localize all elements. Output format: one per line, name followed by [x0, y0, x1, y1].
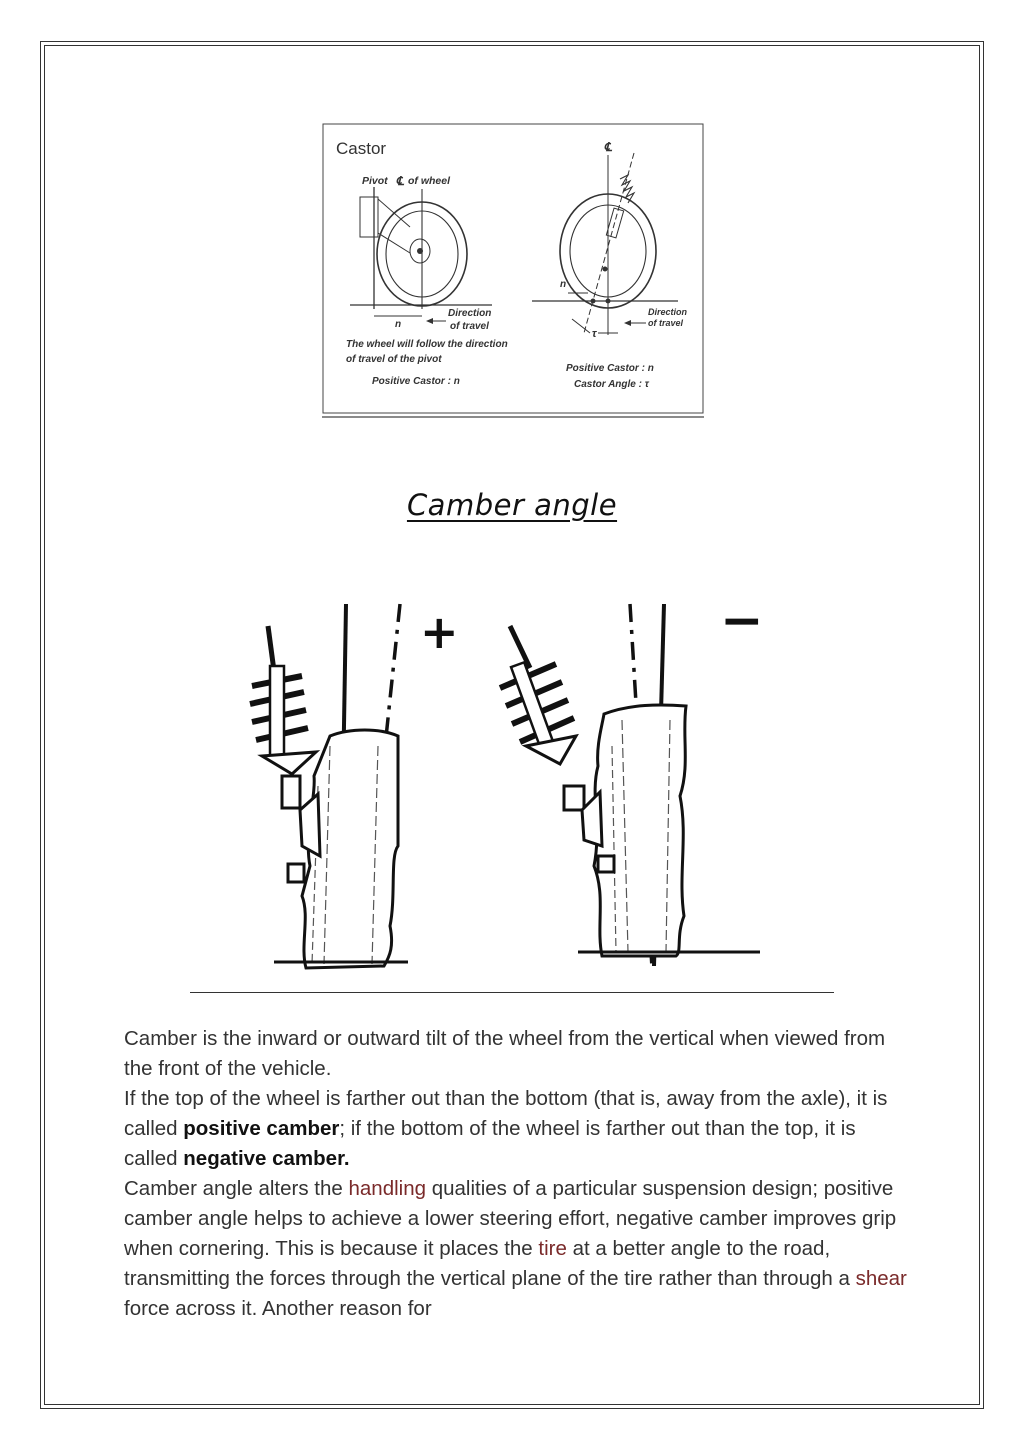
- right-caption-2: Castor Angle : τ: [574, 379, 649, 390]
- tau-label: τ: [592, 328, 597, 340]
- direction-label-right-1: Direction: [648, 307, 688, 317]
- cl-symbol-left: ℄: [396, 174, 404, 188]
- negative-camber-term: negative camber.: [183, 1147, 350, 1170]
- separator-line: [190, 992, 834, 993]
- camber-diagram: [230, 596, 810, 978]
- note-line-1: The wheel will follow the direction: [346, 339, 508, 350]
- paragraph-1: Camber is the inward or outward tilt of the wheel from the vertical when viewed from the front of the vehicle.: [124, 1027, 886, 1080]
- shear-link[interactable]: shear: [855, 1267, 907, 1290]
- minus-sign: −: [720, 596, 764, 651]
- castor-diagram: [322, 123, 704, 419]
- p3-text-c: at a better angle to the road, transmitting the forces through the vertical plane of the tire rather than through a: [124, 1237, 856, 1290]
- right-caption-1: Positive Castor : n: [566, 363, 654, 374]
- direction-label-left-1: Direction: [448, 308, 492, 319]
- p2-text-a: If the top of the wheel is farther out than the bottom (that is, away from the axle), it is called: [124, 1087, 888, 1140]
- note-line-2: of travel of the pivot: [346, 354, 442, 365]
- n-label-right: n: [560, 279, 567, 290]
- p3-text-d: force across it. Another reason for: [124, 1297, 432, 1320]
- paragraph-2: [124, 1084, 914, 1174]
- heading-text: Camber angle: [406, 488, 618, 522]
- p3-text-b: qualities of a particular suspension design; positive camber angle helps to achieve a lower steering effort, negative camber improves grip when cornering. This is because it places the: [124, 1177, 897, 1260]
- cl-of-wheel-label: of wheel: [408, 175, 451, 187]
- castor-title: Castor: [336, 139, 387, 158]
- positive-camber-term: positive camber: [183, 1117, 340, 1140]
- direction-label-left-2: of travel: [450, 321, 489, 332]
- cl-symbol-right: ℄: [604, 140, 612, 154]
- plus-sign: +: [420, 605, 459, 659]
- p2-text-c: ; if the bottom of the wheel is farther out than the top, it is called: [124, 1117, 856, 1170]
- body-text: [124, 1024, 914, 1324]
- direction-label-right-2: of travel: [648, 318, 684, 328]
- handling-link[interactable]: handling: [348, 1177, 426, 1200]
- n-label-left: n: [395, 319, 402, 330]
- section-heading: [0, 488, 1024, 522]
- left-caption: Positive Castor : n: [372, 376, 460, 387]
- p3-text-a: Camber angle alters the: [124, 1177, 349, 1200]
- tire-link[interactable]: tire: [538, 1237, 567, 1260]
- paragraph-3: [124, 1174, 914, 1324]
- pivot-label: Pivot: [362, 175, 388, 187]
